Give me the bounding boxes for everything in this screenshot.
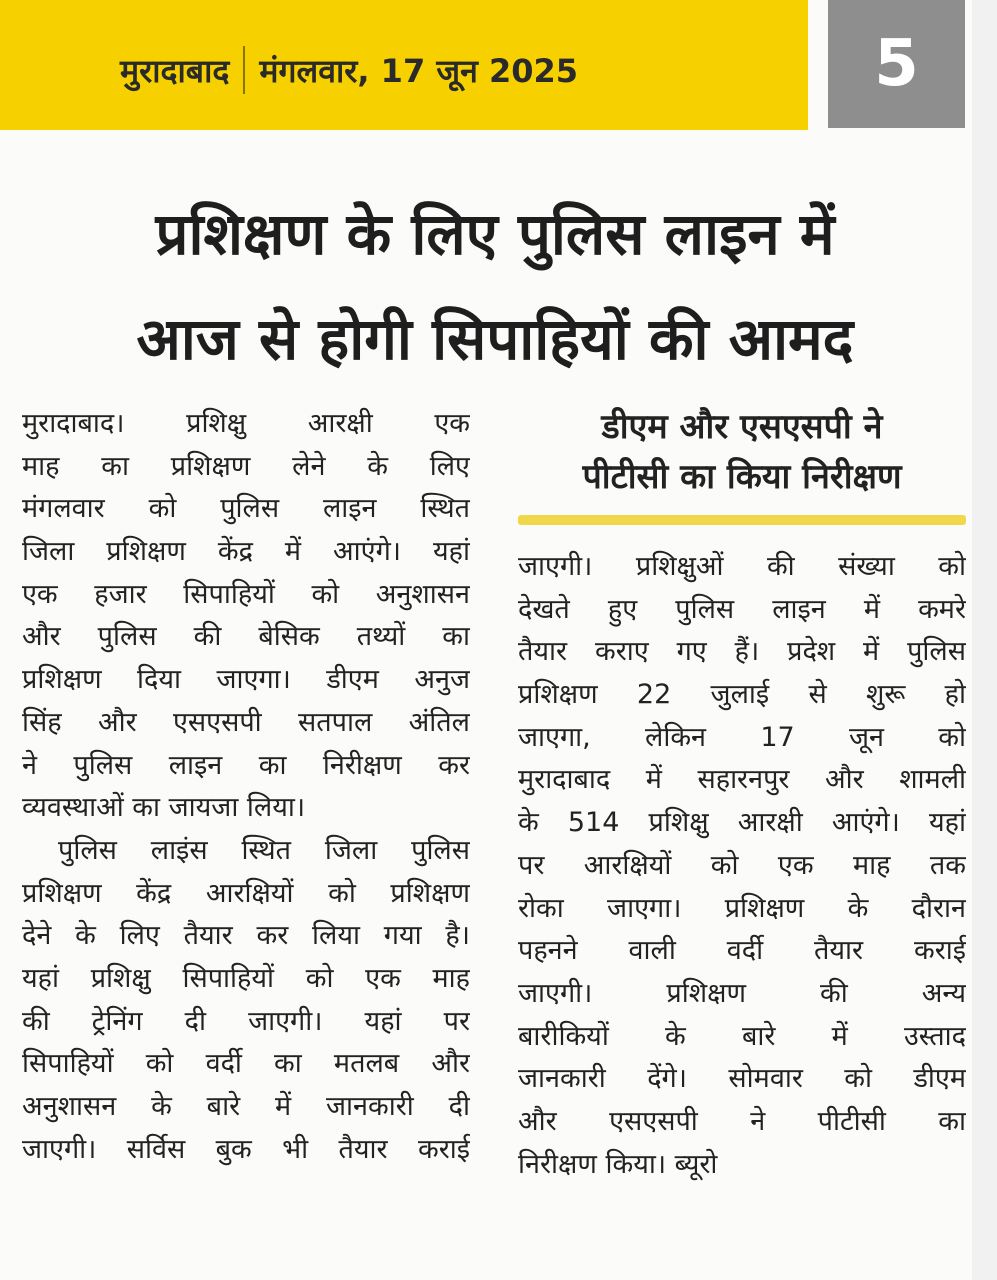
- text-line: और एसएसपी ने पीटीसी का: [518, 1105, 966, 1137]
- text-line: ने पुलिस लाइन का निरीक्षण कर: [22, 749, 470, 781]
- text-line: निरीक्षण किया। ब्यूरो: [518, 1148, 718, 1180]
- text-line: यहां प्रशिक्षु सिपाहियों को एक माह: [22, 962, 470, 994]
- subheadline-line-1: डीएम और एसएसपी ने: [601, 407, 883, 447]
- text-line: रोका जाएगा। प्रशिक्षण के दौरान: [518, 892, 966, 924]
- text-line: की ट्रेनिंग दी जाएगी। यहां पर: [22, 1005, 470, 1037]
- masthead-date: मंगलवार, 17 जून 2025: [259, 51, 579, 90]
- text-line: माह का प्रशिक्षण लेने के लिए: [22, 450, 470, 482]
- text-line: सिंह और एसएसपी सतपाल अंतिल: [22, 706, 470, 738]
- yellow-divider: [518, 515, 966, 525]
- text-line: प्रशिक्षण केंद्र आरक्षियों को प्रशिक्षण: [22, 877, 470, 909]
- text-line: जाएगा, लेकिन 17 जून को: [518, 721, 966, 753]
- text-line: पुलिस लाइंस स्थित जिला पुलिस: [58, 834, 470, 866]
- subheadline: [518, 402, 966, 502]
- text-line: जिला प्रशिक्षण केंद्र में आएंगे। यहां: [22, 536, 470, 568]
- text-line: अनुशासन के बारे में जानकारी दी: [22, 1091, 470, 1122]
- right-column: [518, 546, 966, 1186]
- masthead-city: मुरादाबाद: [120, 51, 230, 90]
- text-line: प्रशिक्षण 22 जुलाई से शुरू हो: [518, 679, 966, 711]
- text-line: देखते हुए पुलिस लाइन में कमरे: [518, 593, 966, 625]
- subheadline-line-2: पीटीसी का किया निरीक्षण: [582, 457, 902, 497]
- text-line: बारीकियों के बारे में उस्ताद: [518, 1020, 966, 1052]
- text-line: जानकारी देंगे। सोमवार को डीएम: [518, 1063, 966, 1095]
- text-line: तैयार कराए गए हैं। प्रदेश में पुलिस: [518, 636, 966, 668]
- page-edge: [972, 0, 997, 1280]
- text-line: मुरादाबाद में सहारनपुर और शामली: [518, 764, 966, 796]
- text-line: मंगलवार को पुलिस लाइन स्थित: [22, 493, 470, 525]
- text-line: मुरादाबाद। प्रशिक्षु आरक्षी एक: [22, 408, 470, 439]
- text-line: पर आरक्षियों को एक माह तक: [518, 849, 966, 881]
- text-line: के 514 प्रशिक्षु आरक्षी आएंगे। यहां: [518, 807, 966, 839]
- text-line: देने के लिए तैयार कर लिया गया है।: [22, 920, 470, 952]
- masthead-divider: [243, 46, 245, 94]
- text-line: जाएगी। प्रशिक्षण की अन्य: [518, 977, 966, 1009]
- text-line: और पुलिस की बेसिक तथ्यों का: [22, 621, 470, 653]
- masthead-dateline: [120, 46, 578, 94]
- page-number: 5: [828, 0, 965, 128]
- left-column: [22, 403, 470, 1171]
- text-line: एक हजार सिपाहियों को अनुशासन: [22, 578, 470, 610]
- text-line: व्यवस्थाओं का जायजा लिया।: [22, 792, 306, 824]
- masthead-bar: [0, 0, 808, 130]
- headline-line-2: आज से होगी सिपाहियों की आमद: [136, 305, 854, 373]
- text-line: पहनने वाली वर्दी तैयार कराई: [518, 935, 966, 967]
- text-line: जाएगी। सर्विस बुक भी तैयार कराई: [22, 1133, 470, 1165]
- text-line: जाएगी। प्रशिक्षुओं की संख्या को: [518, 551, 966, 582]
- text-line: सिपाहियों को वर्दी का मतलब और: [22, 1048, 470, 1080]
- text-line: प्रशिक्षण दिया जाएगा। डीएम अनुज: [22, 664, 470, 696]
- headline-line-1: प्रशिक्षण के लिए पुलिस लाइन में: [155, 200, 835, 268]
